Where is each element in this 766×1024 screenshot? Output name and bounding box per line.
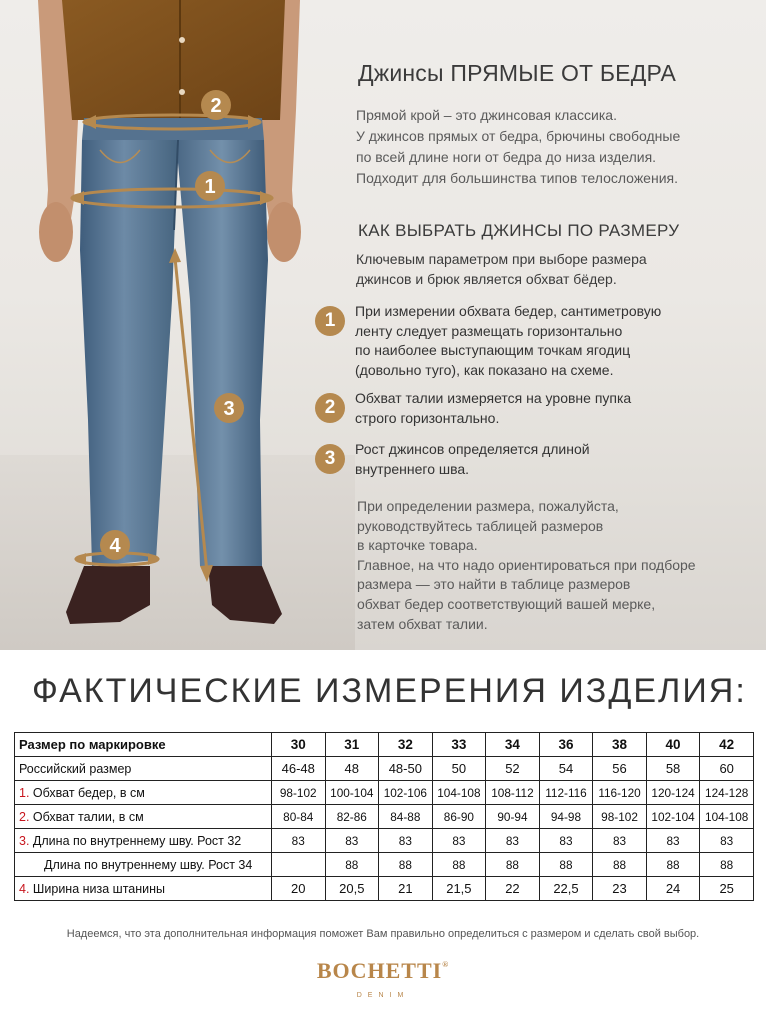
svg-text:2: 2	[210, 95, 222, 117]
table-cell: 116-120	[593, 781, 647, 805]
marker-3	[214, 393, 244, 423]
table-cell: 88	[646, 853, 700, 877]
row-number: 4.	[19, 881, 30, 896]
size-header: 34	[486, 733, 540, 757]
step-line: (довольно туго), как показано на схеме.	[355, 361, 614, 378]
key-line: джинсов и брюк является обхват бёдер.	[356, 271, 617, 287]
step-number-badge: 3	[315, 444, 345, 474]
size-table	[14, 732, 754, 901]
table-cell: 83	[379, 829, 433, 853]
size-header: 31	[325, 733, 379, 757]
table-cell: 98-102	[271, 781, 325, 805]
size-header: 33	[432, 733, 486, 757]
table-cell: 88	[700, 853, 754, 877]
table-row	[15, 805, 754, 829]
row-label	[15, 781, 272, 805]
row-label-text: Длина по внутреннему шву. Рост 32	[32, 833, 242, 848]
how-to-title: КАК ВЫБРАТЬ ДЖИНСЫ ПО РАЗМЕРУ	[358, 221, 680, 240]
table-cell: 21	[379, 877, 433, 901]
step-number-badge: 2	[315, 393, 345, 423]
key-parameter	[356, 249, 647, 289]
table-cell: 20,5	[325, 877, 379, 901]
size-header: 32	[379, 733, 433, 757]
model-jeans-illustration	[0, 0, 355, 650]
table-cell: 52	[486, 757, 540, 781]
svg-text:1: 1	[204, 176, 216, 198]
floor	[0, 455, 355, 650]
step-line: строго горизонтально.	[355, 409, 500, 426]
table-cell: 86-90	[432, 805, 486, 829]
brand-subtitle: DENIM	[356, 992, 410, 999]
table-cell: 23	[593, 877, 647, 901]
table-cell: 83	[593, 829, 647, 853]
table-cell: 46-48	[271, 757, 325, 781]
table-row	[15, 853, 754, 877]
table-cell: 56	[593, 757, 647, 781]
note-line: затем обхват талии.	[357, 615, 488, 632]
table-cell: 20	[271, 877, 325, 901]
table-cell: 84-88	[379, 805, 433, 829]
table-cell: 22	[486, 877, 540, 901]
table-row	[15, 757, 754, 781]
table-cell: 94-98	[539, 805, 593, 829]
table-row	[15, 829, 754, 853]
table-cell: 88	[379, 853, 433, 877]
step-line: внутреннего шва.	[355, 460, 470, 477]
table-cell: 100-104	[325, 781, 379, 805]
table-cell	[271, 853, 325, 877]
table-cell: 83	[646, 829, 700, 853]
table-cell: 83	[486, 829, 540, 853]
table-cell: 22,5	[539, 877, 593, 901]
table-cell: 88	[325, 853, 379, 877]
row-label	[15, 829, 272, 853]
table-cell: 48	[325, 757, 379, 781]
table-cell: 21,5	[432, 877, 486, 901]
description	[356, 105, 751, 189]
svg-text:4: 4	[109, 535, 121, 557]
row-number: 1.	[19, 785, 30, 800]
note-line: руководствуйтесь таблицей размеров	[357, 517, 604, 534]
size-header: 36	[539, 733, 593, 757]
registered-mark: ®	[442, 960, 450, 969]
table-cell: 83	[271, 829, 325, 853]
row-label-text: Российский размер	[19, 761, 132, 776]
table-cell: 112-116	[539, 781, 593, 805]
table-cell: 108-112	[486, 781, 540, 805]
size-header: 42	[700, 733, 754, 757]
step-line: Рост джинсов определяется длиной	[355, 441, 590, 457]
description-line: У джинсов прямых от бедра, брючины свободные	[356, 128, 681, 144]
row-number: 3.	[19, 833, 30, 848]
table-cell: 24	[646, 877, 700, 901]
marker-4	[100, 530, 130, 560]
table-cell: 102-106	[379, 781, 433, 805]
table-cell: 82-86	[325, 805, 379, 829]
table-cell: 98-102	[593, 805, 647, 829]
step-text	[355, 389, 631, 428]
table-cell: 88	[486, 853, 540, 877]
note-line: Главное, на что надо ориентироваться при подборе	[357, 556, 696, 573]
table-row	[15, 877, 754, 901]
step-text	[355, 440, 590, 479]
row-label-text: Длина по внутреннему шву. Рост 34	[44, 857, 253, 872]
row-label-text: Обхват талии, в см	[32, 809, 144, 824]
size-header: 30	[271, 733, 325, 757]
table-cell: 104-108	[700, 805, 754, 829]
table-cell: 50	[432, 757, 486, 781]
step-number-badge: 1	[315, 306, 345, 336]
table-cell: 48-50	[379, 757, 433, 781]
note-line: обхват бедер соответствующий вашей мерке,	[357, 595, 656, 612]
description-line: по всей длине ноги от бедра до низа изделия.	[356, 149, 657, 165]
brand-name: BOCHETTI	[316, 958, 443, 983]
row-number: 2.	[19, 809, 30, 824]
footer-note: Надеемся, что эта дополнительная информация поможет Вам правильно определиться с размером и сделать свой выбор.	[66, 928, 700, 940]
note-line: размера — это найти в таблице размеров	[357, 576, 631, 593]
table-cell: 58	[646, 757, 700, 781]
row-label	[15, 757, 272, 781]
table-cell: 60	[700, 757, 754, 781]
marker-2	[201, 90, 231, 120]
table-cell: 80-84	[271, 805, 325, 829]
table-cell: 83	[325, 829, 379, 853]
marker-1	[195, 171, 225, 201]
table-header-row	[15, 733, 754, 757]
page-title: Джинсы ПРЯМЫЕ ОТ БЕДРА	[358, 60, 677, 86]
table-cell: 83	[700, 829, 754, 853]
table-cell: 124-128	[700, 781, 754, 805]
table-cell: 83	[539, 829, 593, 853]
key-line: Ключевым параметром при выборе размера	[356, 251, 647, 267]
table-cell: 102-104	[646, 805, 700, 829]
table-row	[15, 781, 754, 805]
description-line: Подходит для большинства типов телосложения.	[356, 170, 678, 186]
size-note	[357, 497, 696, 634]
step-text	[355, 302, 661, 380]
step-line: При измерении обхвата бедер, сантиметровую	[355, 303, 662, 319]
row-label	[15, 805, 272, 829]
table-cell: 54	[539, 757, 593, 781]
row-label-text: Ширина низа штанины	[32, 881, 166, 896]
right-hand	[267, 202, 301, 262]
note-line: При определении размера, пожалуйста,	[357, 498, 619, 514]
table-cell: 88	[432, 853, 486, 877]
row-label-text: Обхват бедер, в см	[32, 785, 145, 800]
step-line: ленту следует размещать горизонтально	[355, 322, 623, 339]
table-cell: 88	[593, 853, 647, 877]
step-line: по наиболее выступающим точкам ягодиц	[355, 342, 631, 358]
step-line: Обхват талии измеряется на уровне пупка	[355, 390, 632, 406]
size-header: 38	[593, 733, 647, 757]
measurements-title: ФАКТИЧЕСКИЕ ИЗМЕРЕНИЯ ИЗДЕЛИЯ:	[32, 672, 747, 710]
size-header: 40	[646, 733, 700, 757]
svg-text:3: 3	[223, 398, 235, 420]
note-line: в карточке товара.	[357, 537, 478, 554]
brand-logo	[0, 958, 766, 984]
table-cell: 88	[539, 853, 593, 877]
table-cell: 120-124	[646, 781, 700, 805]
table-cell: 90-94	[486, 805, 540, 829]
shirt	[62, 0, 285, 120]
left-hand	[39, 202, 73, 262]
header-label: Размер по маркировке	[15, 733, 272, 757]
table-cell: 104-108	[432, 781, 486, 805]
description-line: Прямой крой – это джинсовая классика.	[356, 107, 617, 123]
table-cell: 83	[432, 829, 486, 853]
table-cell: 25	[700, 877, 754, 901]
row-label	[15, 877, 272, 901]
row-label	[15, 853, 272, 877]
